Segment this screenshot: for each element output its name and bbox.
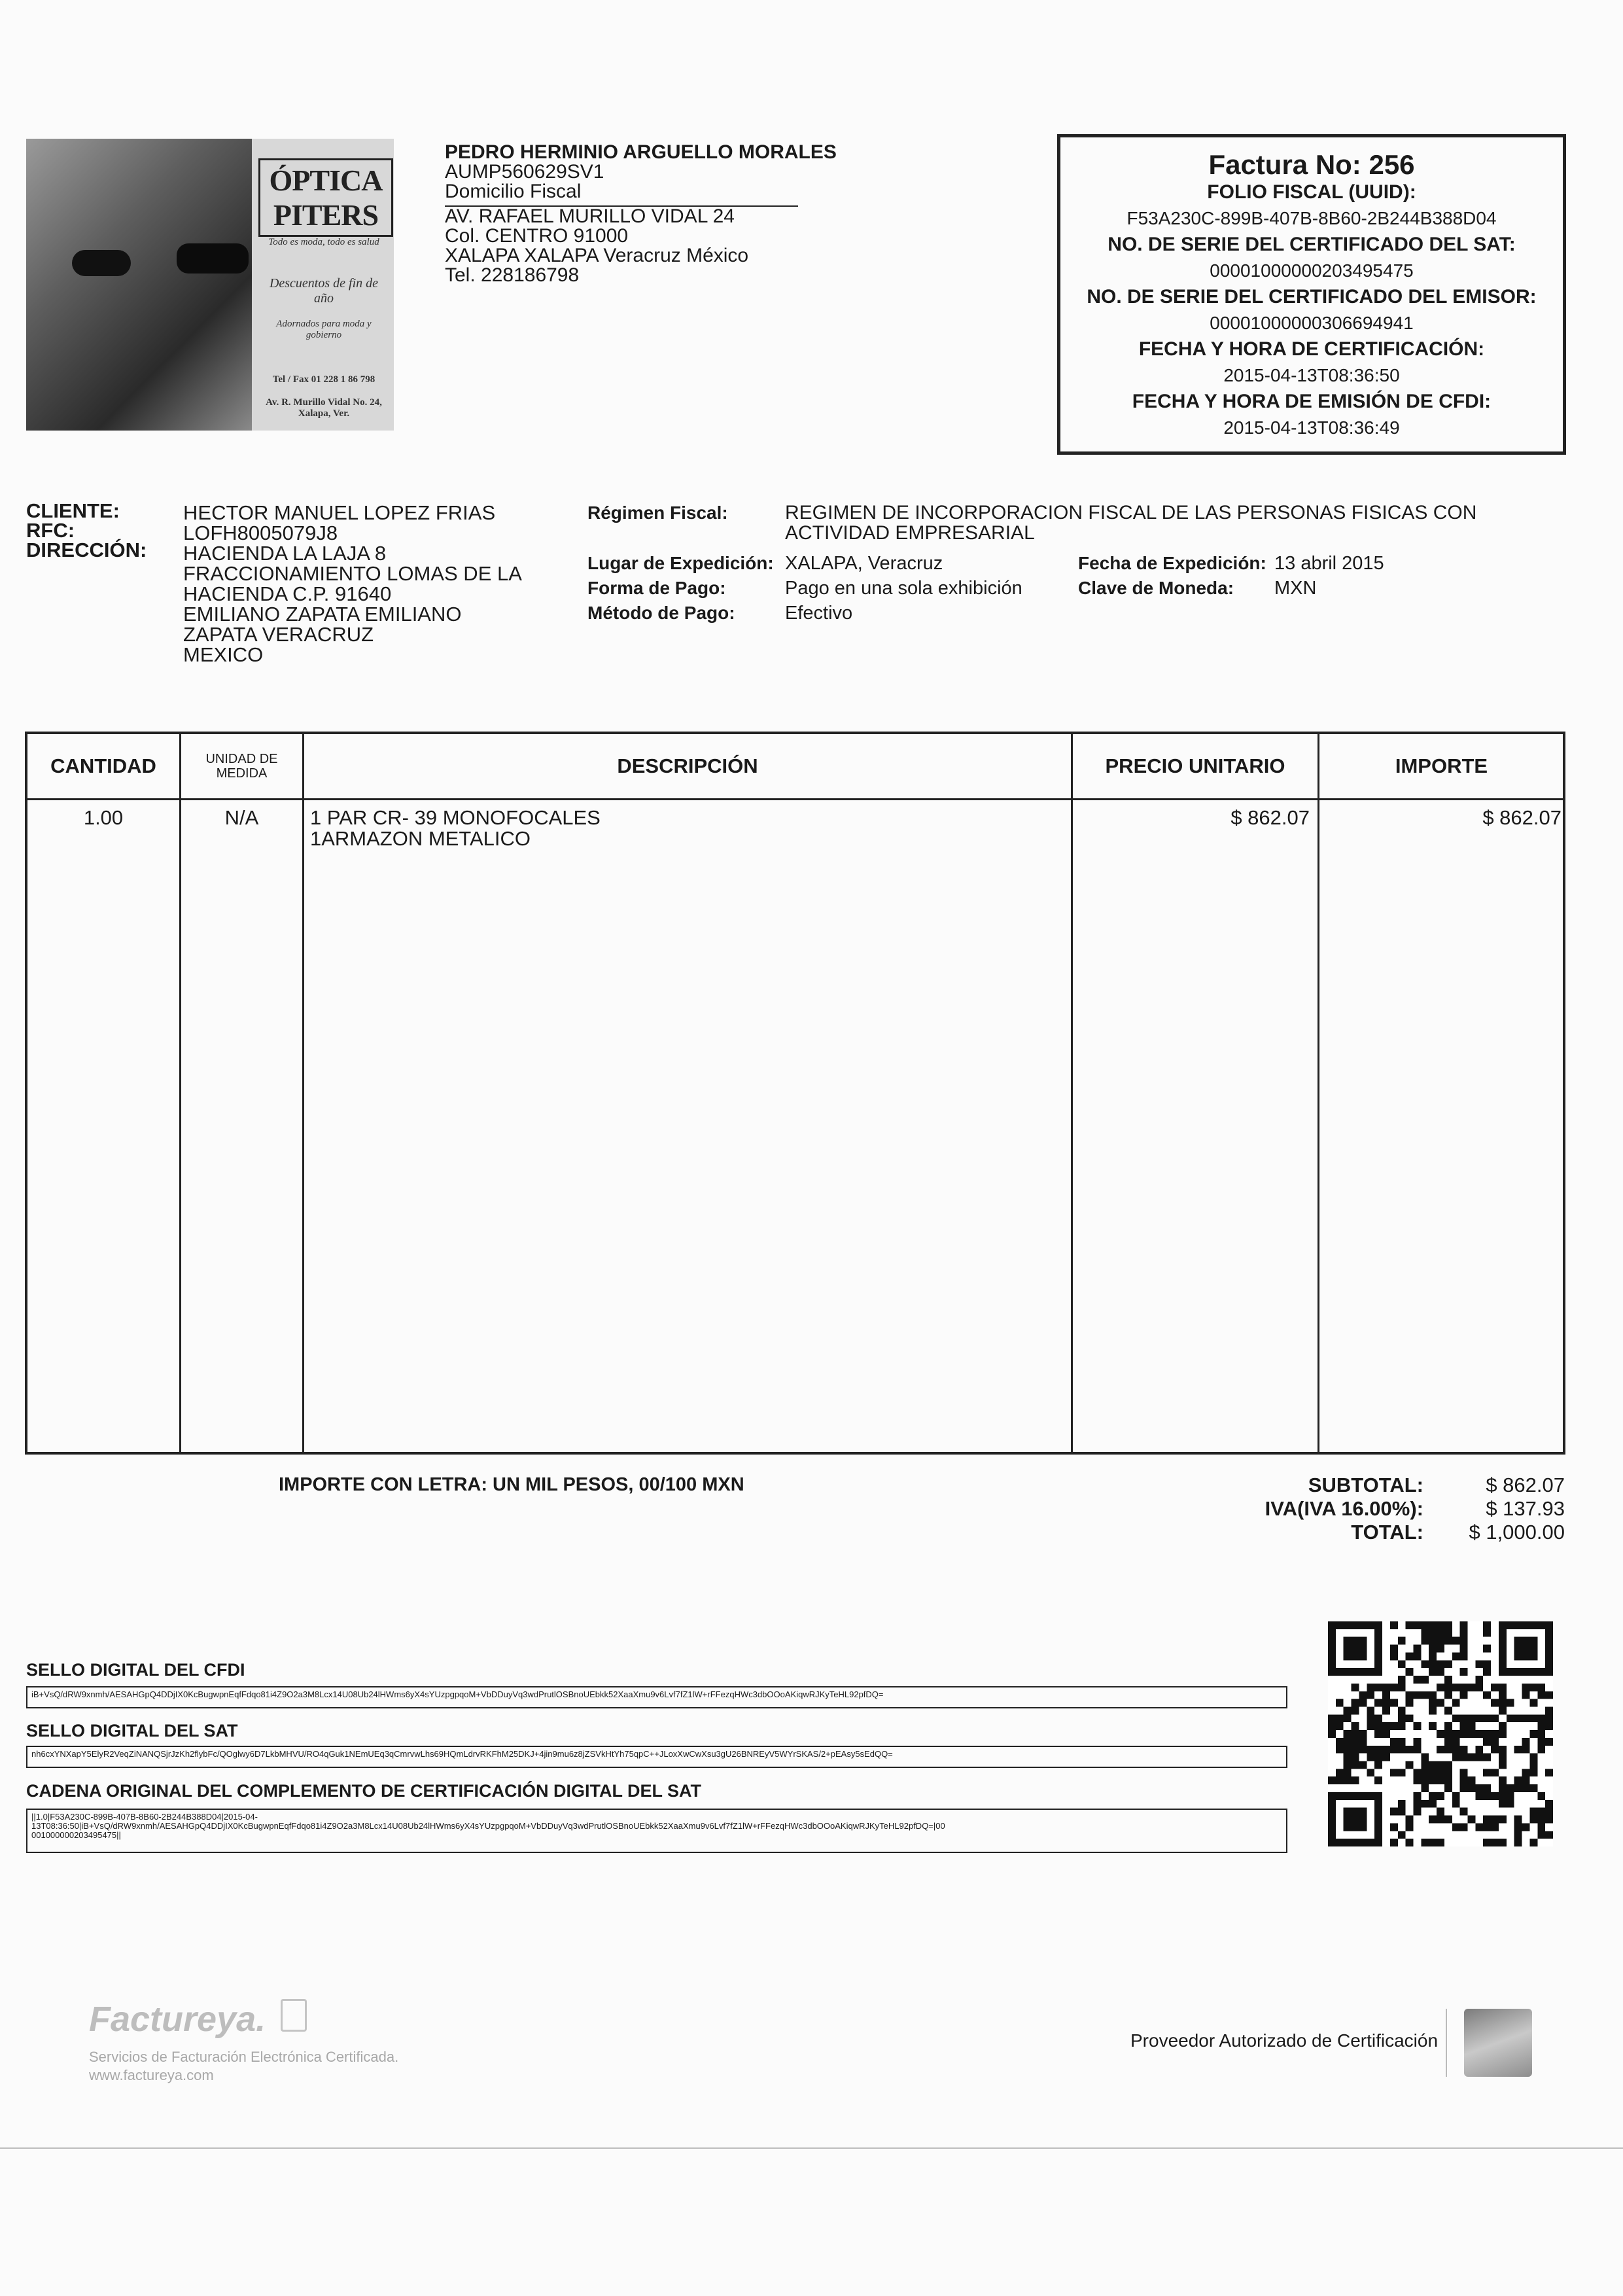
issuer-colonia: Col. CENTRO 91000 [445,225,629,247]
column-divider [1318,734,1319,1452]
header-precio: PRECIO UNITARIO [1105,754,1285,777]
fiscal-labels [587,551,774,626]
factureya-brand: Factureya. [89,2000,266,2039]
issuer-fiscal-label: Domicilio Fiscal [445,181,582,202]
issuer-street: AV. RAFAEL MURILLO VIDAL 24 [445,205,735,227]
invoice-number: Factura No: 256 [1208,149,1415,180]
header-importe: IMPORTE [1395,754,1488,777]
logo-slogan: Descuentos de fin de año [269,276,379,306]
logo-slogan: Tel / Fax 01 228 1 86 798 [272,374,375,385]
cadena-label: CADENA ORIGINAL DEL COMPLEMENTO DE CERTIFICACIÓN DIGITAL DEL SAT [26,1781,702,1801]
iva-value: $ 137.93 [1486,1497,1565,1520]
client-address-line: HACIENDA C.P. 91640 [183,582,392,605]
row-descripcion-line: 1ARMAZON METALICO [310,827,531,850]
emision-date-label: FECHA Y HORA DE EMISIÓN DE CFDI: [1132,391,1492,412]
cadena-line: 13T08:36:50|iB+VsQ/dRW9xnmh/AESAHGpQ4DDjIX0KcBugwpnEqfFdqo81i4Z9O2a3M8Lcx14U08Ub24lHWms6yX4sYUzpgpqoM+VbDDuyVq3wdPrutlOSBnoUEbkk52XaaXmu9v6Lvf7fZ1lW+rFFezqHWc3dbOOoAKiqwRJKyTeHL92pfDQ=|00 [31,1821,945,1831]
sunglasses-shape [177,243,249,274]
metodo-value: Efectivo [785,603,853,624]
row-importe: $ 862.07 [1482,806,1562,829]
client-values [183,503,522,665]
column-divider [302,734,304,1452]
metodo-label: Método de Pago: [587,603,735,623]
client-address-line: MEXICO [183,643,264,666]
table-header-divider [27,798,1563,800]
fecha-moneda-labels [1078,551,1266,601]
issuer-rfc: AUMP560629SV1 [445,161,604,183]
importe-letra: IMPORTE CON LETRA: UN MIL PESOS, 00/100 MXN [279,1474,744,1495]
cert-date-label: FECHA Y HORA DE CERTIFICACIÓN: [1138,338,1485,360]
page-bottom-rule [0,2147,1623,2149]
emision-date-value: 2015-04-13T08:36:49 [1223,417,1400,438]
logo-slogan: Todo es moda, todo es salud [268,237,379,247]
cadena-line: ||1.0|F53A230C-899B-407B-8B60-2B244B388D04|2015-04- [31,1812,258,1822]
regimen-value [785,503,1476,543]
client-address-line: EMILIANO ZAPATA EMILIANO [183,603,462,626]
regimen-line: ACTIVIDAD EMPRESARIAL [785,522,1035,544]
regimen-line: REGIMEN DE INCORPORACION FISCAL DE LAS PERSONAS FISICAS CON [785,502,1477,523]
fiscal-values [785,551,1022,626]
total-label: TOTAL: [1351,1521,1423,1544]
qr-code-icon [1328,1621,1553,1846]
row-unidad: N/A [224,806,259,829]
header-cantidad: CANTIDAD [50,754,156,777]
row-cantidad: 1.00 [83,806,124,829]
sat-cert-value: 00001000000203495475 [1210,260,1414,281]
sello-sat-value: nh6cxYNXapY5ElyR2VeqZiNANQSjrJzKh2flybFc/QOglwy6D7LkbMHVU/RO4qGuk1NEmUEq3qCmrvwLhs69HQmLdrvRKFhM25DKJ+4jin9mu6z8jZSVkHtYh75qpC++JLoxXwCwXsu3gU26BNREyV5WYrSKAS/2+pEAsy5sEdQQ= [26,1746,1287,1768]
factureya-subtitle [89,2048,398,2085]
uuid-value: F53A230C-899B-407B-8B60-2B244B388D04 [1126,208,1497,228]
emisor-cert-label: NO. DE SERIE DEL CERTIFICADO DEL EMISOR: [1087,286,1537,308]
factureya-url: www.factureya.com [89,2067,214,2083]
column-divider [1071,734,1073,1452]
client-rfc: LOFH8005079J8 [183,521,338,544]
logo-photo [26,139,252,431]
items-table [25,732,1565,1455]
row-descripcion [310,807,601,849]
fecha-label: Fecha de Expedición: [1078,553,1266,573]
client-name: HECTOR MANUEL LOPEZ FRIAS [183,501,496,524]
row-descripcion-line: 1 PAR CR- 39 MONOFOCALES [310,806,601,829]
subtotal-value: $ 862.07 [1486,1474,1565,1496]
sat-cert-label: NO. DE SERIE DEL CERTIFICADO DEL SAT: [1108,234,1516,255]
sello-cfdi-value: iB+VsQ/dRW9xnmh/AESAHGpQ4DDjIX0KcBugwpnEqfFdqo81i4Z9O2a3M8Lcx14U08Ub24lHWms6yX4sYUzpgpqoM+VbDDuyVq3wdPrutlOSBnoUEbkk52XaaXmu9v6Lvf7fZ1lW+rFFezqHWc3dbOOoAKiqwRJKyTeHL92pfDQ= [26,1686,1287,1708]
row-precio: $ 862.07 [1230,806,1310,829]
cadena-line: 001000000203495475|| [31,1830,121,1840]
fecha-value: 13 abril 2015 [1274,553,1384,574]
moneda-value: MXN [1274,578,1317,599]
divider [1446,2009,1447,2077]
rfc-label: RFC: [26,519,75,542]
invoice-info-box [1057,134,1566,455]
total-value: $ 1,000.00 [1469,1521,1565,1544]
client-address-line: ZAPATA VERACRUZ [183,623,374,646]
regimen-label: Régimen Fiscal: [587,503,728,523]
address-label: DIRECCIÓN: [26,539,147,561]
iva-label: IVA(IVA 16.00%): [1265,1497,1423,1520]
factureya-tagline: Servicios de Facturación Electrónica Certificada. [89,2049,399,2065]
sello-sat-label: SELLO DIGITAL DEL SAT [26,1721,238,1740]
uuid-label: FOLIO FISCAL (UUID): [1207,181,1416,203]
moneda-label: Clave de Moneda: [1078,578,1234,598]
subtotal-label: SUBTOTAL: [1308,1474,1423,1496]
logo-slogan: Adornados para moda y gobierno [276,319,372,340]
company-logo [26,139,394,431]
header-descripcion: DESCRIPCIÓN [617,754,758,777]
forma-label: Forma de Pago: [587,578,726,598]
logo-slogan: Av. R. Murillo Vidal No. 24, Xalapa, Ver. [266,397,382,419]
issuer-city: XALAPA XALAPA Veracruz México [445,245,749,266]
client-label: CLIENTE: [26,499,120,522]
lugar-value: XALAPA, Veracruz [785,553,943,574]
sat-badge-icon [1464,2009,1532,2077]
lugar-label: Lugar de Expedición: [587,553,774,573]
client-labels [26,501,147,560]
factureya-logo [89,1999,307,2040]
provider-text: Proveedor Autorizado de Certificación [1130,2030,1439,2051]
document-icon [281,1999,307,2032]
cadena-value [26,1809,1287,1853]
sello-cfdi-label: SELLO DIGITAL DEL CFDI [26,1660,245,1680]
forma-value: Pago en una sola exhibición [785,578,1022,599]
logo-brand: ÓPTICA PITERS [258,158,393,237]
column-divider [179,734,181,1452]
sunglasses-shape [72,250,131,276]
client-address-line: FRACCIONAMIENTO LOMAS DE LA [183,562,522,585]
cert-date-value: 2015-04-13T08:36:50 [1223,365,1400,385]
client-address-line: HACIENDA LA LAJA 8 [183,542,387,565]
issuer-phone: Tel. 228186798 [445,264,580,286]
issuer-block [445,143,837,285]
header-unidad: UNIDAD DE MEDIDA [205,752,278,781]
emisor-cert-value: 00001000000306694941 [1210,313,1414,333]
fecha-moneda-values [1274,551,1384,601]
issuer-name: PEDRO HERMINIO ARGUELLO MORALES [445,141,837,163]
